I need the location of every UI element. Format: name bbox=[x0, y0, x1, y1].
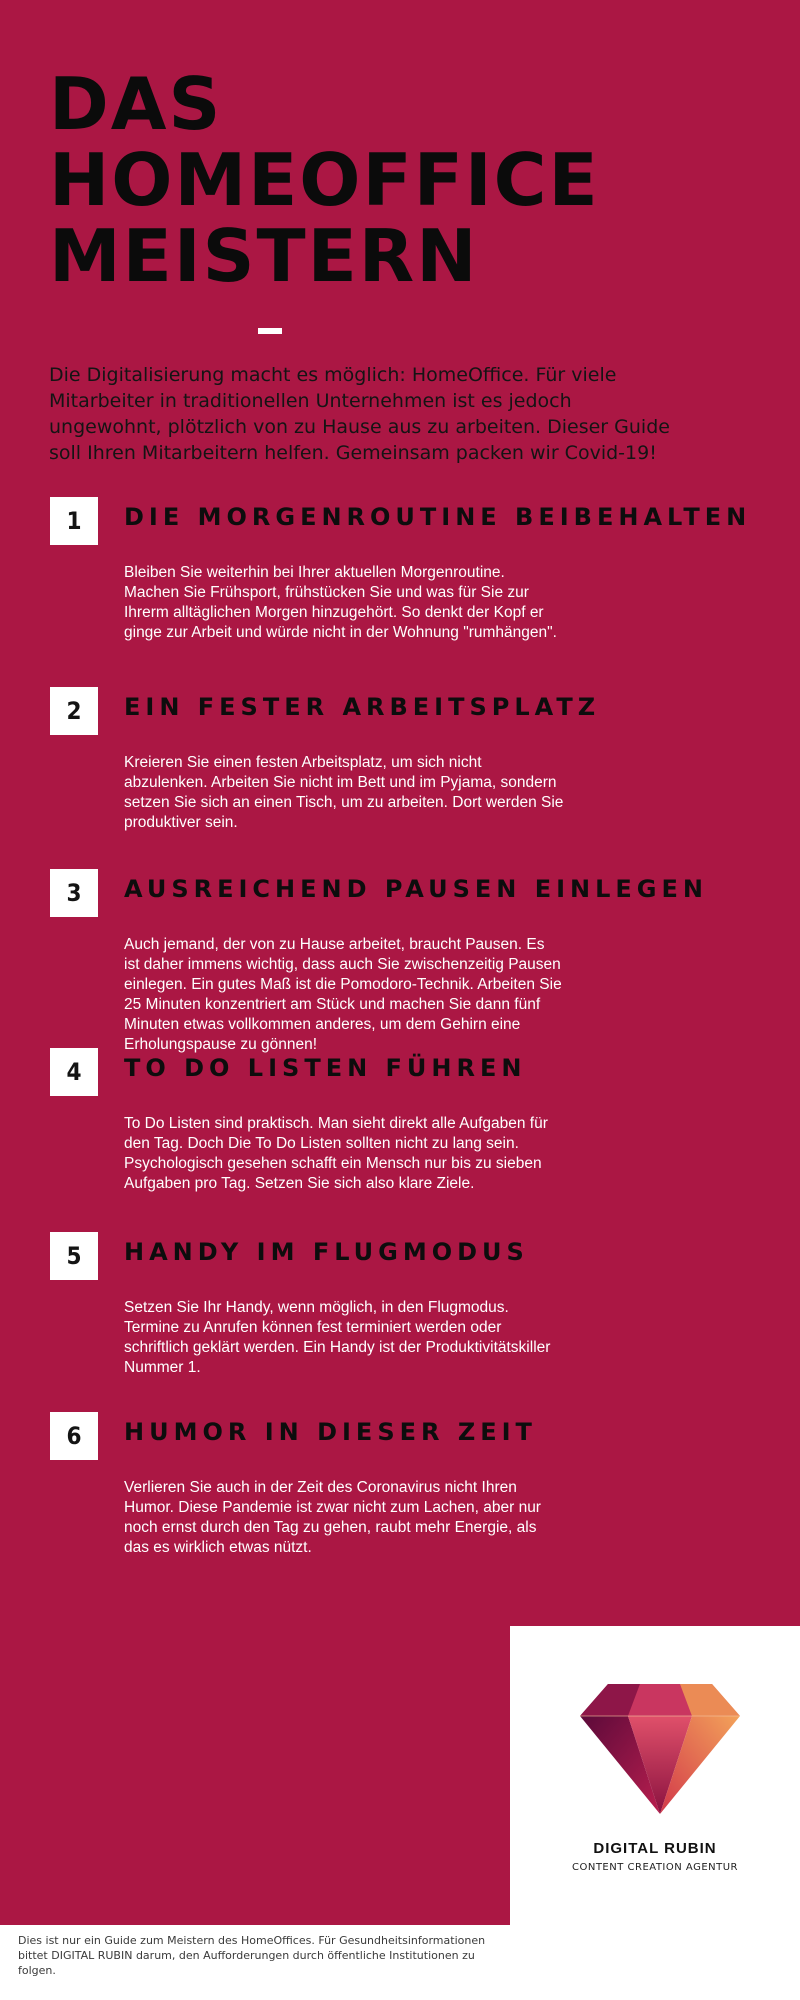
step-heading: EIN FESTER ARBEITSPLATZ bbox=[124, 693, 601, 721]
step-heading: TO DO LISTEN FÜHREN bbox=[124, 1054, 527, 1082]
step-number-badge: 5 bbox=[50, 1232, 98, 1280]
step-description: Verlieren Sie auch in der Zeit des Coronavirus nicht Ihren Humor. Diese Pandemie ist zwar nicht zum Lachen, aber nur noch ernst durch den Tag zu gehen, raubt mehr Energie, als das es wirklich etwas nützt. bbox=[124, 1479, 541, 1556]
intro-text: Die Digitalisierung macht es möglich: HomeOffice. Für viele Mitarbeiter in traditionellen Unternehmen ist es jedoch ungewohnt, plötzlich von zu Hause aus zu arbeiten. Dieser Guide soll Ihren Mitarbeitern helfen. Gemeinsam packen wir Covid-19! bbox=[49, 364, 670, 464]
step-heading: HANDY IM FLUGMODUS bbox=[124, 1238, 529, 1266]
step-description: Setzen Sie Ihr Handy, wenn möglich, in den Flugmodus. Termine zu Anrufen können fest terminiert werden oder schriftlich geklärt werden. Ein Handy ist der Produktivitätskiller Nummer 1. bbox=[124, 1299, 551, 1376]
step-number-badge: 4 bbox=[50, 1048, 98, 1096]
brand-name: DIGITAL RUBIN bbox=[593, 1840, 717, 1857]
step-heading: AUSREICHEND PAUSEN EINLEGEN bbox=[124, 875, 708, 903]
step-number-badge: 3 bbox=[50, 869, 98, 917]
brand-tagline: CONTENT CREATION AGENTUR bbox=[571, 1862, 739, 1873]
title-divider bbox=[258, 328, 282, 334]
step-number-badge: 6 bbox=[50, 1412, 98, 1460]
footer-disclaimer: Dies ist nur ein Guide zum Meistern des HomeOffices. Für Gesundheitsinformationen bittet DIGITAL RUBIN darum, den Aufforderungen durch öffentliche Institutionen zu folgen. bbox=[18, 1934, 486, 1977]
title-line-2: HOMEOFFICE bbox=[49, 138, 600, 222]
step-heading: DIE MORGENROUTINE BEIBEHALTEN bbox=[124, 503, 752, 531]
ruby-gem-icon bbox=[580, 1674, 740, 1816]
step-description: Auch jemand, der von zu Hause arbeitet, braucht Pausen. Es ist daher immens wichtig, dass auch Sie zwischenzeitig Pausen einlegen. Ein gutes Maß ist die Pomodoro-Technik. Arbeiten Sie 25 Minuten konzentriert am Stück und machen Sie dann fünf Minuten etwas vollkommen anderes, um dem Gehirn eine Erholungspause zu gönnen! bbox=[124, 936, 562, 1053]
title-line-3: MEISTERN bbox=[49, 214, 479, 298]
step-heading: HUMOR IN DIESER ZEIT bbox=[124, 1418, 537, 1446]
step-description: Kreieren Sie einen festen Arbeitsplatz, um sich nicht abzulenken. Arbeiten Sie nicht im Bett und im Pyjama, sondern setzen Sie sich an einen Tisch, um zu arbeiten. Dort werden Sie produktiver sein. bbox=[124, 754, 564, 831]
step-description: To Do Listen sind praktisch. Man sieht direkt alle Aufgaben für den Tag. Doch Die To Do Listen sollten nicht zu lang sein. Psychologisch gesehen schafft ein Mensch nur bis zu sieben Aufgaben pro Tag. Setzen Sie sich also klare Ziele. bbox=[124, 1115, 548, 1192]
step-description: Bleiben Sie weiterhin bei Ihrer aktuellen Morgenroutine. Machen Sie Frühsport, frühstücken Sie und was für Sie zur Ihrerm alltäglichen Morgen hinzugehört. So denkt der Kopf er ginge zur Arbeit und würde nicht in der Wohnung "rumhängen". bbox=[124, 564, 557, 641]
step-number-badge: 1 bbox=[50, 497, 98, 545]
step-number-badge: 2 bbox=[50, 687, 98, 735]
title-line-1: DAS bbox=[49, 62, 223, 146]
logo-block bbox=[510, 1626, 800, 1926]
page-title bbox=[49, 62, 600, 298]
